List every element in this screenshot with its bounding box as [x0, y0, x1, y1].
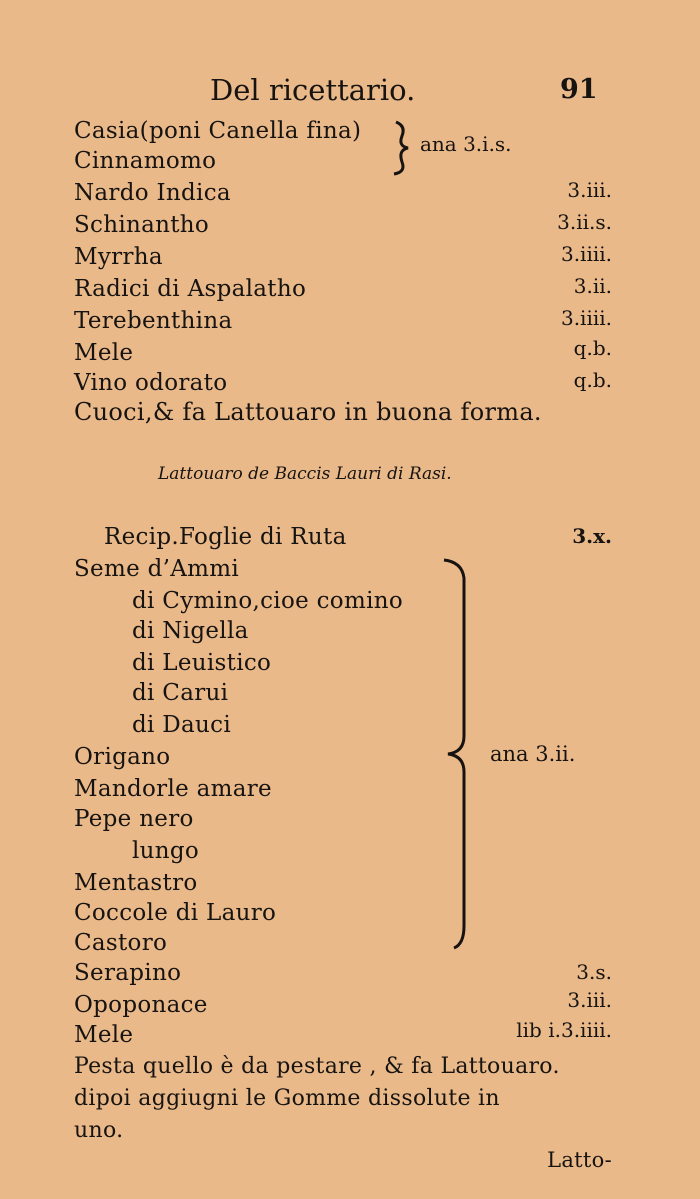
page-number: 91	[560, 74, 598, 105]
instruction-line: Cuoci,& fa Lattouaro in buona forma.	[74, 398, 542, 426]
instruction-line: Pesta quello è da pestare , & fa Lattouaro.	[74, 1054, 560, 1079]
ingredient-group-item: Pepe nero	[74, 806, 194, 832]
ingredient-group-item: di Carui	[132, 680, 229, 706]
quantity-value: 3.iii.	[567, 988, 612, 1012]
catchword: Latto-	[547, 1148, 612, 1172]
quantity-value: 3.iii.	[567, 178, 612, 202]
ingredient-cinnamomo: Cinnamomo	[74, 148, 217, 174]
curly-brace-icon	[440, 556, 480, 952]
ingredient-group-item: Mandorle amare	[74, 776, 272, 802]
quantity-value: 3.s.	[576, 960, 612, 984]
ingredient-row: Serapino	[74, 960, 182, 986]
ingredient-group-item: di Dauci	[132, 712, 231, 738]
ingredient-row: Vino odorato	[74, 370, 228, 396]
curly-brace-icon	[390, 120, 414, 176]
ingredient-row: Terebenthina	[74, 308, 233, 334]
page-title: Del ricettario.	[210, 73, 416, 107]
quantity-value: 3.iiii.	[560, 306, 612, 330]
ingredient-group-item: di Nigella	[132, 618, 249, 644]
instruction-line: dipoi aggiugni le Gomme dissolute in	[74, 1086, 500, 1111]
ingredient-group-item: Coccole di Lauro	[74, 900, 277, 926]
ingredient-row: Nardo Indica	[74, 180, 231, 206]
ingredient-group-item: Mentastro	[74, 870, 198, 896]
quantity-value: q.b.	[573, 368, 612, 392]
section-title: Lattouaro de Baccis Lauri di Rasi.	[158, 464, 452, 484]
instruction-line: uno.	[74, 1118, 124, 1143]
ingredient-row: Mele	[74, 340, 134, 366]
ingredient-group-item: Castoro	[74, 930, 168, 956]
ingredient-group-item: Seme d’Ammi	[74, 556, 240, 582]
ingredient-group-item: lungo	[132, 838, 200, 864]
ingredient-row: Opoponace	[74, 992, 208, 1018]
ingredient-casia: Casia(poni Canella fina)	[74, 118, 362, 144]
quantity-value: 3.ii.	[573, 274, 612, 298]
ingredient-row: Mele	[74, 1022, 134, 1048]
quantity-value: q.b.	[573, 336, 612, 360]
recipe-line: Recip.Foglie di Ruta	[104, 524, 347, 550]
ingredient-row: Radici di Aspalatho	[74, 276, 307, 302]
ingredient-row: Schinantho	[74, 212, 210, 238]
quantity-ana-2: ana 3.ii.	[490, 742, 576, 766]
quantity-value: 3.ii.s.	[557, 210, 612, 234]
quantity-ana-1: ana 3.i.s.	[420, 132, 512, 156]
quantity-value: 3.x.	[572, 524, 612, 548]
quantity-value: 3.iiii.	[560, 242, 612, 266]
ingredient-group-item: di Leuistico	[132, 650, 272, 676]
ingredient-group-item: Origano	[74, 744, 171, 770]
quantity-value: lib i.3.iiii.	[516, 1018, 612, 1042]
ingredient-row: Myrrha	[74, 244, 163, 270]
ingredient-group-item: di Cymino,cioe comino	[132, 588, 403, 614]
